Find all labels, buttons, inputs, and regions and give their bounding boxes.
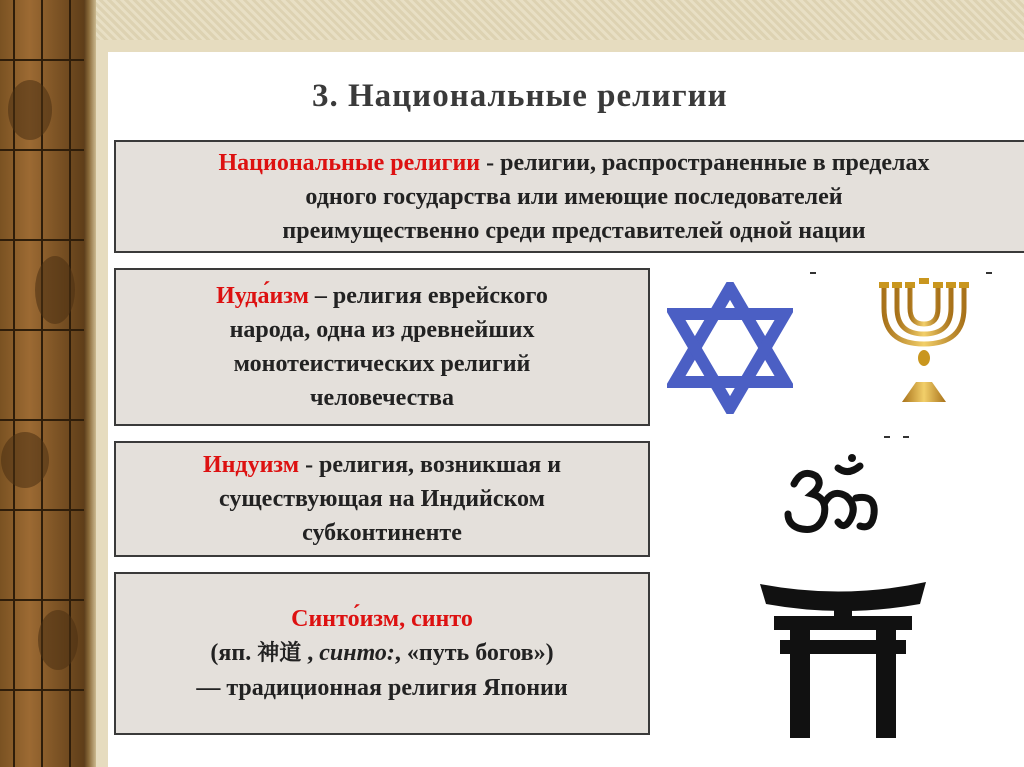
- image-corner-mark: [986, 272, 992, 274]
- judaism-line-2: народа, одна из древнейших: [229, 317, 535, 343]
- hinduism-box: [114, 441, 650, 557]
- definition-line-1: [116, 146, 1024, 180]
- decorative-left-strip: [0, 0, 84, 767]
- image-corner-mark: [810, 272, 816, 274]
- strip-pattern: [0, 0, 84, 767]
- star-of-david-icon: [667, 282, 793, 414]
- judaism-term: Иуда́изм: [216, 283, 309, 309]
- judaism-box: [114, 268, 650, 426]
- definition-box: [114, 140, 1024, 253]
- definition-term: Национальные религии: [218, 149, 481, 176]
- hinduism-line-3: субконтиненте: [302, 520, 462, 546]
- om-symbol-icon: [780, 454, 880, 542]
- judaism-line-3: монотеистических религий: [233, 351, 531, 377]
- torii-gate-icon: [760, 578, 926, 738]
- definition-line-1-rest: - религии, распространенные в пределах: [480, 149, 930, 176]
- shinto-term: Синто́изм, синто: [291, 606, 473, 632]
- shinto-line-3: — традиционная религия Японии: [196, 675, 568, 701]
- image-corner-mark: [884, 436, 890, 438]
- hinduism-line-2: существующая на Индийском: [219, 486, 545, 512]
- menorah-icon: [876, 278, 972, 410]
- definition-line-2: одного государства или имеющие последователей: [305, 183, 843, 210]
- shinto-line-2-suffix: , «путь богов»): [394, 640, 554, 666]
- shinto-kanji: 神道: [257, 641, 302, 666]
- strip-edge: [84, 0, 96, 767]
- judaism-line-4: человечества: [310, 385, 454, 411]
- judaism-line-1-rest: – религия еврейского: [308, 283, 548, 309]
- shinto-line-2: [116, 636, 648, 671]
- image-corner-mark: [903, 436, 909, 438]
- page-title: 3. Национальные религии: [312, 78, 728, 114]
- shinto-box: [114, 572, 650, 735]
- hinduism-line-1-rest: - религия, возникшая и: [299, 452, 562, 478]
- shinto-line-2-prefix: (яп.: [210, 640, 258, 666]
- top-decorative-band: [96, 0, 1024, 40]
- hinduism-term: Индуизм: [202, 452, 300, 478]
- hinduism-line-1: [116, 448, 648, 482]
- shinto-line-2-mid: ,: [301, 640, 320, 666]
- definition-line-3: преимущественно среди представителей одной нации: [282, 217, 866, 244]
- judaism-line-1: [116, 279, 648, 313]
- shinto-reading: синто:: [319, 640, 395, 666]
